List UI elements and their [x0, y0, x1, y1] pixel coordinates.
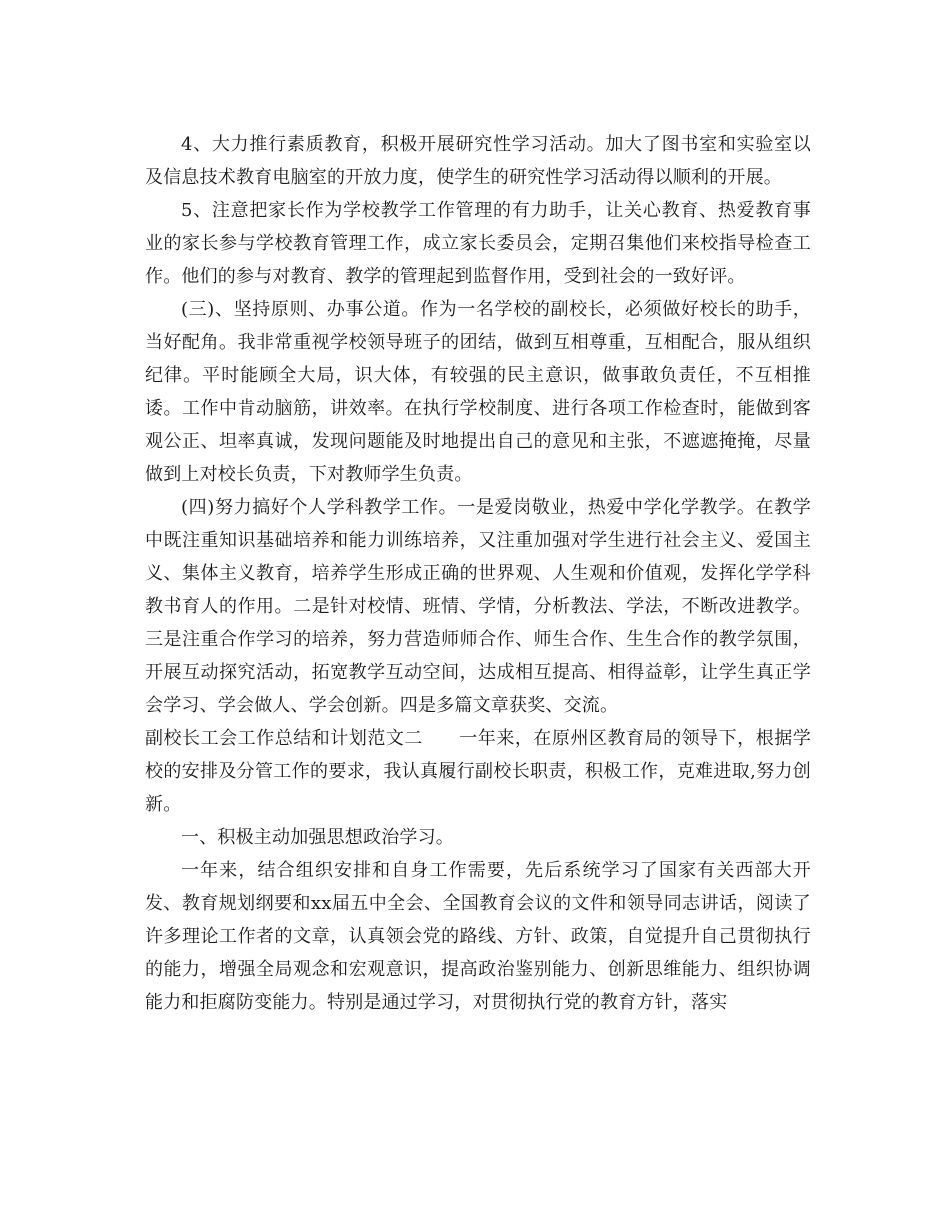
document-page — [145, 128, 811, 1019]
heading-political-study: 一、积极主动加强思想政治学习。 — [181, 827, 454, 848]
paragraph-section-four: (四)努力搞好个人学科教学工作。一是爱岗敬业，热爱中学化学教学。在教学中既注重知识基础培养和能力训练培养，又注重加强对学生进行社会主义、爱国主义、集体主义教育，培养学生形成正确的世界观、人生观和价值观，发挥化学学科教书育人的作用。二是针对校情、班情、学情，分析教法、学法，不断改进教学。三是注重合作学习的培养，努力营造师师合作、师生合作、生生合作的教学氛围，开展互动探究活动，拓宽教学互动空间，达成相互提高、相得益彰，让学生真正学会学习、学会做人、学会创新。四是多篇文章获奖、交流。 — [145, 497, 811, 716]
section-title: 副校长工会工作总结和计划范文二 — [145, 728, 423, 749]
section-intro-text: 一年来，在原州区教育局的领导下，根据学校的安排及分管工作的要求，我认真履行副校长职责，积极工作，克难进取,努力创新。 — [145, 728, 811, 815]
paragraph-item-4: 4、大力推行素质教育，积极开展研究性学习活动。加大了图书室和实验室以及信息技术教育电脑室的开放力度，使学生的研究性学习活动得以顺利的开展。 — [145, 134, 811, 188]
paragraph-political-study: 一年来，结合组织安排和自身工作需要，先后系统学习了国家有关西部大开发、教育规划纲要和xx届五中全会、全国教育会议的文件和领导同志讲话，阅读了许多理论工作者的文章，认真领会党的路线、方针、政策，自觉提升自己贯彻执行的能力，增强全局观念和宏观意识，提高政治鉴别能力、创新思维能力、组织协调能力和拒腐防变能力。特别是通过学习，对贯彻执行党的教育方针，落实 — [145, 860, 811, 1013]
section-two-intro — [145, 722, 811, 821]
paragraph-item-5: 5、注意把家长作为学校教学工作管理的有力助手，让关心教育、热爱教育事业的家长参与学校教育管理工作，成立家长委员会，定期召集他们来校指导检查工作。他们的参与对教育、教学的管理起到监督作用，受到社会的一致好评。 — [145, 200, 811, 287]
paragraph-section-three: (三)、坚持原则、办事公道。作为一名学校的副校长，必须做好校长的助手，当好配角。我非常重视学校领导班子的团结，做到互相尊重，互相配合，服从组织纪律。平时能顾全大局，识大体，有较强的民主意识，做事敢负责任，不互相推诿。工作中肯动脑筋，讲效率。在执行学校制度、进行各项工作检查时，能做到客观公正、坦率真诚，发现问题能及时地提出自己的意见和主张，不遮遮掩掩，尽量做到上对校长负责，下对教师学生负责。 — [145, 299, 811, 485]
